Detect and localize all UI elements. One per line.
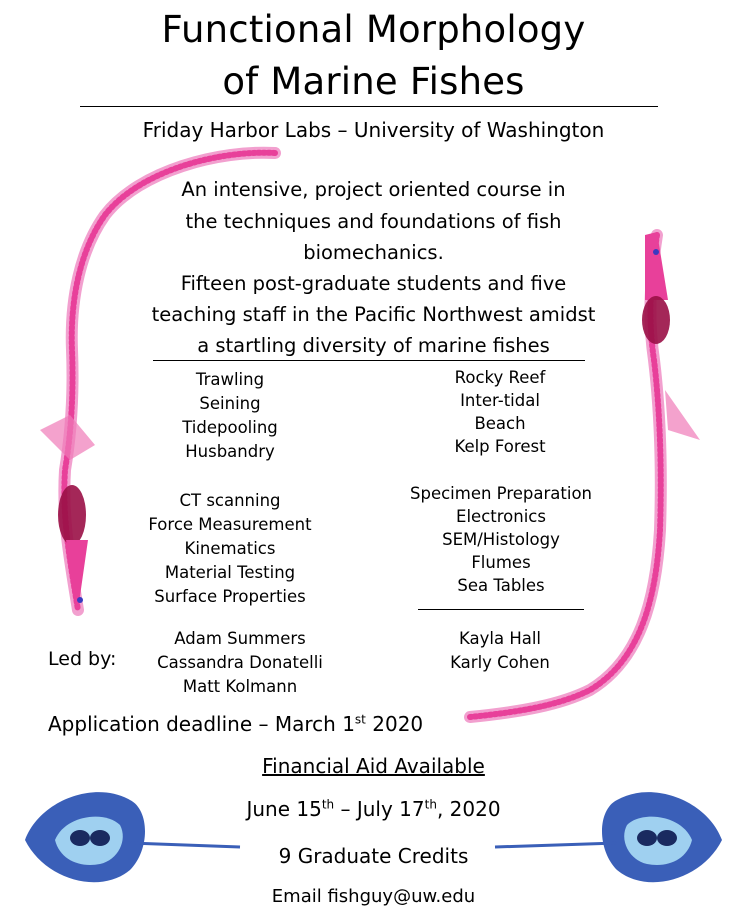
list-item: Tidepooling: [182, 418, 278, 437]
list-item: Surface Properties: [154, 587, 306, 606]
instructor-name: Kayla Hall: [458, 629, 542, 648]
description-line: An intensive, project oriented course in: [181, 178, 566, 201]
list-item: Electronics: [456, 507, 546, 526]
lab-techniques-list: [140, 489, 320, 609]
graduate-credits: 9 Graduate Credits: [278, 844, 469, 868]
list-item: Flumes: [471, 553, 531, 572]
start-date: June 15: [246, 797, 322, 821]
list-item: Rocky Reef: [454, 368, 546, 387]
start-date-ordinal: th: [321, 797, 335, 812]
deadline-year: 2020: [365, 712, 424, 736]
list-item: Kelp Forest: [454, 437, 546, 456]
field-methods-list: [150, 368, 310, 464]
instructor-name: Cassandra Donatelli: [157, 653, 323, 672]
deadline-text: Application deadline – March 1: [48, 712, 355, 736]
instructors-right-list: [410, 627, 590, 675]
list-item: Force Measurement: [148, 515, 312, 534]
description-divider: [153, 360, 585, 361]
description-line: a startling diversity of marine fishes: [197, 334, 550, 357]
led-by-label: Led by:: [48, 648, 117, 670]
instructor-name: Matt Kolmann: [182, 677, 298, 696]
institution-subtitle: Friday Harbor Labs – University of Washington: [142, 118, 605, 142]
financial-aid-notice: Financial Aid Available: [262, 754, 485, 778]
instructor-name: Karly Cohen: [450, 653, 550, 672]
course-year: , 2020: [436, 797, 501, 821]
end-date: – July 17: [334, 797, 425, 821]
facilities-list: [410, 482, 592, 597]
description-line: the techniques and foundations of fish: [185, 210, 562, 233]
list-item: Specimen Preparation: [410, 484, 592, 503]
end-date-ordinal: th: [424, 797, 437, 812]
list-item: Inter-tidal: [460, 391, 540, 410]
description-line: teaching staff in the Pacific Northwest amidst: [151, 303, 596, 326]
list-item: CT scanning: [179, 491, 281, 510]
list-item: Husbandry: [185, 442, 275, 461]
course-dates: [0, 797, 747, 821]
list-item: Sea Tables: [457, 576, 545, 595]
deadline-ordinal: st: [354, 712, 366, 727]
title-divider: [80, 106, 658, 107]
list-item: Kinematics: [184, 539, 276, 558]
instructor-name: Adam Summers: [174, 629, 306, 648]
habitats-list: [420, 366, 580, 458]
title-line-2: of Marine Fishes: [222, 60, 525, 103]
contact-email[interactable]: Email fishguy@uw.edu: [271, 886, 476, 907]
description-line: Fifteen post-graduate students and five: [180, 272, 567, 295]
application-deadline: [48, 712, 423, 736]
list-item: Seining: [199, 394, 261, 413]
list-item: Beach: [474, 414, 526, 433]
title-line-1: Functional Morphology: [161, 8, 586, 51]
list-item: Trawling: [195, 370, 265, 389]
techniques-divider: [418, 609, 584, 610]
instructors-left-list: [140, 627, 340, 699]
list-item: Material Testing: [164, 563, 296, 582]
list-item: SEM/Histology: [442, 530, 560, 549]
description-line: biomechanics.: [303, 241, 444, 264]
